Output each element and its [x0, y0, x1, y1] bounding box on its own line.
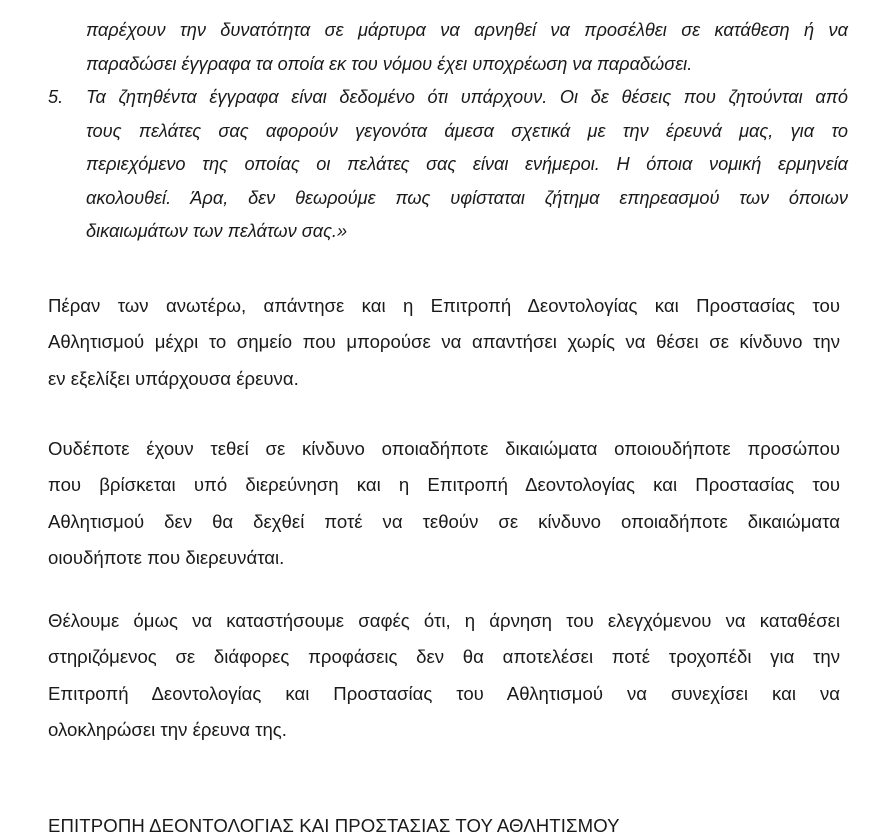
paragraph-line: που βρίσκεται υπό διερεύνηση και η Επιτροπή Δεοντολογίας και Προστασίας του: [48, 474, 840, 496]
quote-continuation-line: παραδώσει έγγραφα τα οποία εκ του νόμου έχει υποχρέωση να παραδώσει.: [86, 53, 693, 74]
paragraph-line: στηριζόμενος σε διάφορες προφάσεις δεν θα αποτελέσει ποτέ τροχοπέδι για την: [48, 646, 840, 668]
paragraph-line: Αθλητισμού μέχρι το σημείο που μπορούσε να απαντήσει χωρίς να θέσει σε κίνδυνο την: [48, 331, 840, 353]
paragraph-line: ολοκληρώσει την έρευνα της.: [48, 719, 287, 741]
item-line: Τα ζητηθέντα έγγραφα είναι δεδομένο ότι υπάρχουν. Οι δε θέσεις που ζητούνται από: [86, 87, 848, 107]
paragraph-line: Ουδέποτε έχουν τεθεί σε κίνδυνο οποιαδήποτε δικαιώματα οποιουδήποτε προσώπου: [48, 438, 840, 459]
paragraph-line: εν εξελίξει υπάρχουσα έρευνα.: [48, 367, 299, 389]
item-line: δικαιωμάτων των πελάτων σας.»: [86, 221, 348, 241]
paragraph-line: Επιτροπή Δεοντολογίας και Προστασίας του Αθλητισμού να συνεχίσει και να: [48, 682, 840, 704]
paragraph-line: Πέραν των ανωτέρω, απάντησε και η Επιτροπή Δεοντολογίας και Προστασίας του: [48, 295, 840, 316]
paragraph-line: Θέλουμε όμως να καταστήσουμε σαφές ότι, η άρνηση του ελεγχόμενου να καταθέσει: [48, 610, 840, 631]
paragraph-rights: [48, 431, 840, 577]
signature-committee-name: ΕΠΙΤΡΟΠΗ ΔΕΟΝΤΟΛΟΓΙΑΣ ΚΑΙ ΠΡΟΣΤΑΣΙΑΣ ΤΟΥ ΑΘΛΗΤΙΣΜΟΥ: [48, 815, 620, 836]
item-text: [86, 81, 848, 249]
paragraph-line: οιουδήποτε που διερευνάται.: [48, 547, 285, 569]
paragraph-clarification: [48, 603, 840, 749]
item-line: ακολουθεί. Άρα, δεν θεωρούμε πως υφίσταται ζήτημα επηρεασμού των όποιων: [86, 187, 848, 208]
numbered-item-5: [48, 81, 848, 249]
item-number: 5.: [48, 87, 64, 107]
quoted-letter-excerpt: [48, 14, 848, 249]
paragraph-response: [48, 288, 840, 397]
item-line: τους πελάτες σας αφορούν γεγονότα άμεσα σχετικά με την έρευνά μας, για το: [86, 120, 848, 141]
quote-continuation-line: παρέχουν την δυνατότητα σε μάρτυρα να αρνηθεί να προσέλθει σε κατάθεση ή να: [86, 20, 848, 40]
paragraph-line: Αθλητισμού δεν θα δεχθεί ποτέ να τεθούν σε κίνδυνο οποιαδήποτε δικαιώματα: [48, 510, 840, 532]
item-line: περιεχόμενο της οποίας οι πελάτες σας είναι ενήμεροι. Η όποια νομική ερμηνεία: [86, 154, 848, 174]
